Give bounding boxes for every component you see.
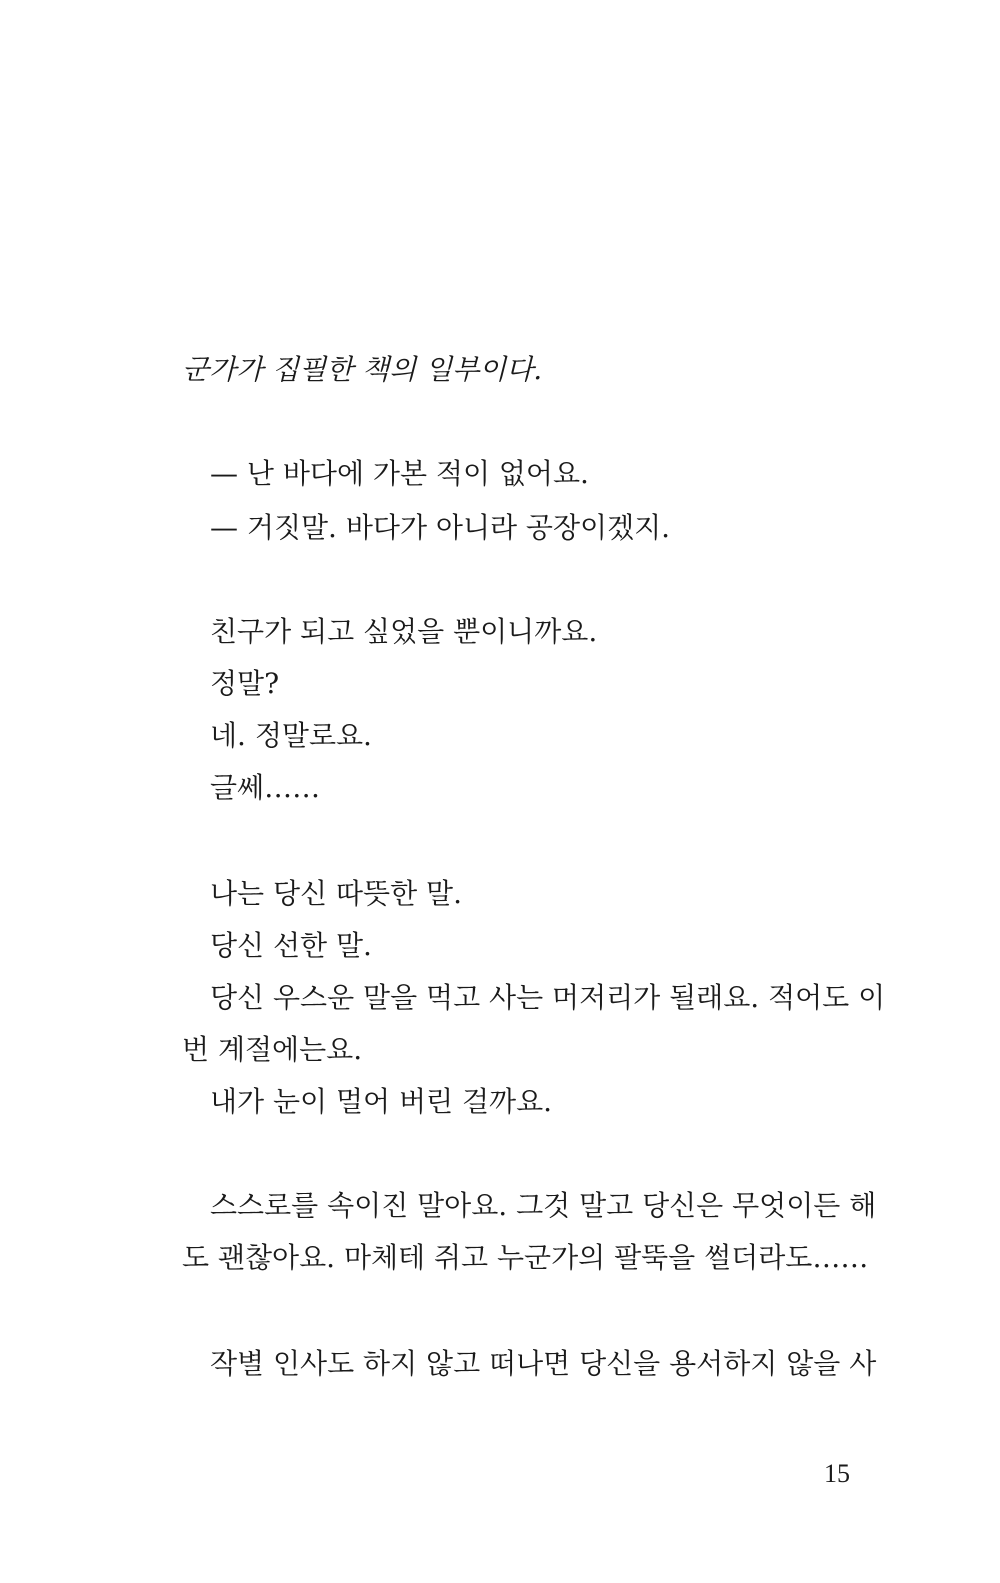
dialogue-line: — 거짓말. 바다가 아니라 공장이겠지. bbox=[210, 511, 671, 544]
text-line: 친구가 되고 싶었을 뿐이니까요. bbox=[210, 615, 598, 648]
text-line: 나는 당신 따뜻한 말. bbox=[210, 877, 462, 910]
text-line: 당신 선한 말. bbox=[210, 929, 372, 962]
text-line: 내가 눈이 멀어 버린 걸까요. bbox=[210, 1085, 553, 1118]
text-line: 당신 우스운 말을 먹고 사는 머저리가 될래요. 적어도 이 bbox=[210, 981, 886, 1014]
text-line: 번 계절에는요. bbox=[182, 1033, 363, 1066]
text-line: 작별 인사도 하지 않고 떠나면 당신을 용서하지 않을 사 bbox=[210, 1347, 877, 1380]
text-line: 글쎄…… bbox=[210, 771, 321, 804]
text-line: 도 괜찮아요. 마체테 쥐고 누군가의 팔뚝을 썰더라도…… bbox=[182, 1241, 869, 1274]
text-line: 네. 정말로요. bbox=[210, 719, 372, 752]
dialogue-line: — 난 바다에 가본 적이 없어요. bbox=[210, 457, 589, 490]
italic-intro-line: 군가가 집필한 책의 일부이다. bbox=[182, 353, 543, 386]
text-line: 정말? bbox=[210, 667, 280, 700]
page-number: 15 bbox=[824, 1459, 850, 1488]
text-line: 스스로를 속이진 말아요. 그것 말고 당신은 무엇이든 해 bbox=[210, 1189, 877, 1222]
